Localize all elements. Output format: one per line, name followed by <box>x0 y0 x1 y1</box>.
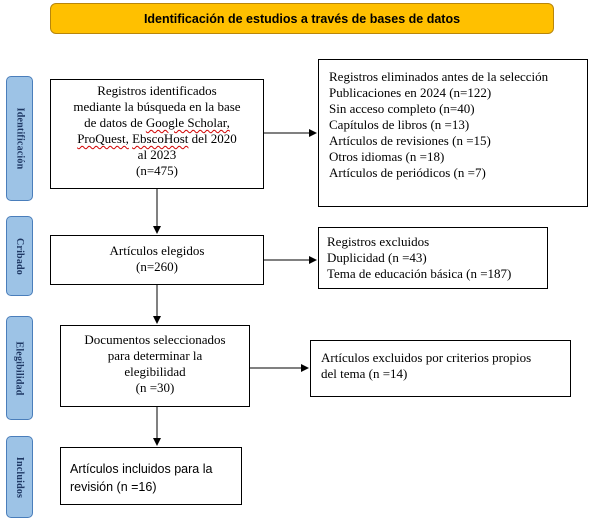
identified-line-3a: de datos de <box>84 115 143 130</box>
phase-identification-label: Identificación <box>14 107 25 170</box>
diagram-title: Identificación de estudios a través de bases de datos <box>50 3 554 34</box>
ebscohost-text: EbscoHost <box>132 131 189 146</box>
phase-screening-label: Cribado <box>14 237 25 275</box>
identified-line-5: al 2023 <box>137 147 177 162</box>
identified-year-from: del 2020 <box>191 131 237 146</box>
excluded-criteria-line-1: Artículos excluidos por criterios propios <box>321 350 532 365</box>
removed-line-2: Publicaciones en 2024 (n=122) <box>329 85 492 100</box>
excluded-line-1: Registros excluidos <box>327 234 430 249</box>
identified-line-2: mediante la búsqueda en la base <box>73 99 241 114</box>
identified-line-1: Registros identificados <box>97 83 217 98</box>
included-line-1: Artículos incluidos para la <box>70 462 213 476</box>
google-scholar-text: Google Scholar, <box>145 115 230 130</box>
chosen-line-2: (n=260) <box>136 259 178 274</box>
selected-line-3: elegibilidad <box>124 364 186 379</box>
phase-eligibility-label: Elegibilidad <box>14 340 25 396</box>
identified-line-6: (n=475) <box>136 163 178 178</box>
removed-line-7: Artículos de periódicos (n =7) <box>329 165 486 180</box>
removed-line-5: Artículos de revisiones (n =15) <box>329 133 491 148</box>
excluded-line-3: Tema de educación básica (n =187) <box>327 266 512 281</box>
chosen-line-1: Artículos elegidos <box>109 243 205 258</box>
selected-line-2: para determinar la <box>107 348 203 363</box>
selected-line-4: (n =30) <box>135 380 175 395</box>
removed-line-1: Registros eliminados antes de la selección <box>329 69 549 84</box>
proquest-text: ProQuest, <box>77 131 129 146</box>
excluded-criteria-line-2: del tema (n =14) <box>321 366 408 381</box>
removed-line-4: Capítulos de libros (n =13) <box>329 117 470 132</box>
removed-line-3: Sin acceso completo (n=40) <box>329 101 475 116</box>
included-line-2: revisión (n =16) <box>70 480 157 494</box>
selected-line-1: Documentos seleccionados <box>84 332 226 347</box>
excluded-line-2: Duplicidad (n =43) <box>327 250 427 265</box>
removed-line-6: Otros idiomas (n =18) <box>329 149 445 164</box>
phase-included-label: Incluidos <box>14 456 26 498</box>
